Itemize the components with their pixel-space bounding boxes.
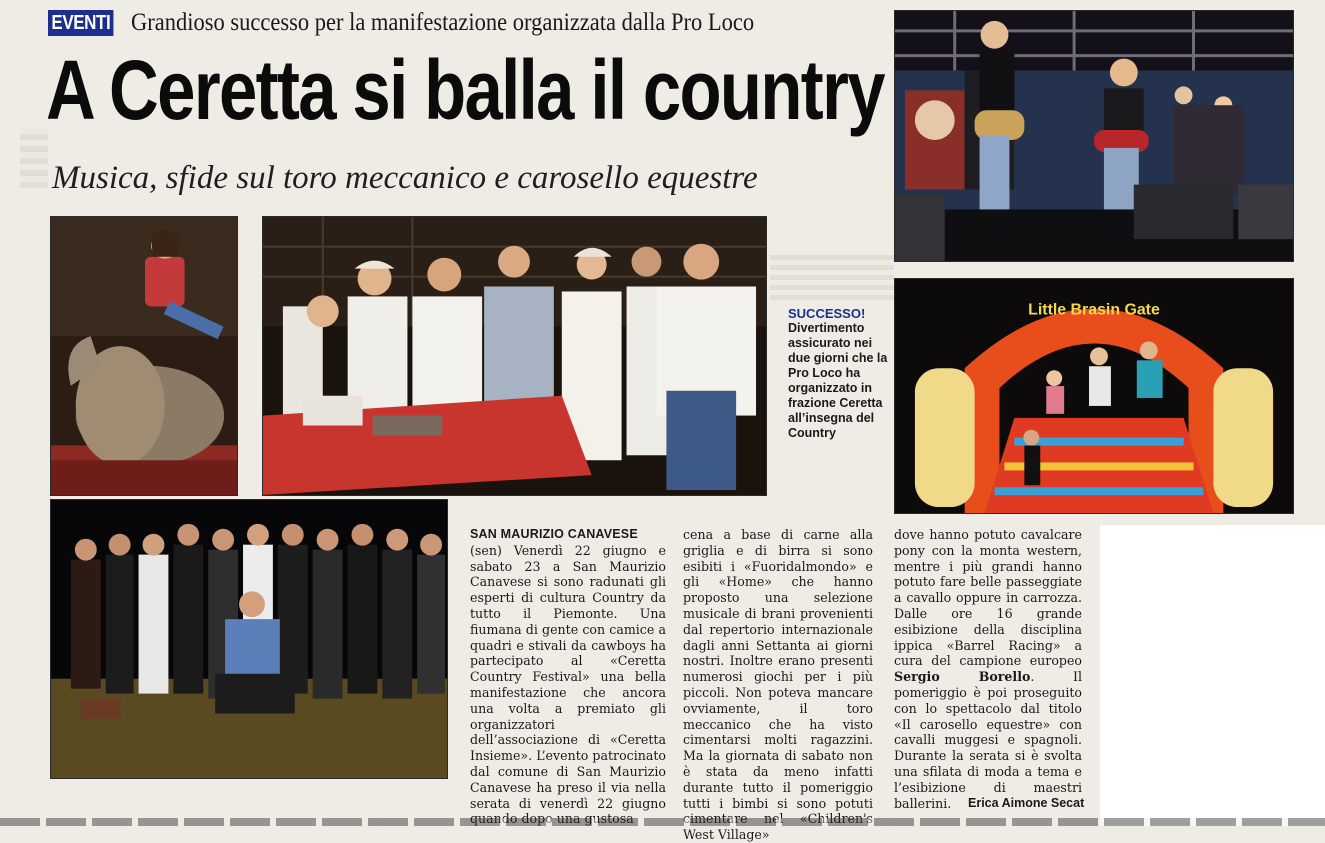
photo-bounce-house: [894, 278, 1294, 514]
photo-caption: [788, 306, 888, 441]
article-text-col2: cena a base di carne alla griglia e di birra si sono esibiti i «Fuoridalmondo» e gli «Home» che hanno proposto una selezione musicale di brani provenienti dal repertorio internazionale dagli anni Settanta ai giorni nostri. Inoltre erano presenti numerosi giochi per i più piccoli. Non poteva mancare ovviamente, il toro meccanico che ha visto cimentarsi molti ragazzini. Ma la giornata di sabato non è stata da meno infatti durante tutto il pomeriggio tutti i bimbi si sono potuti cimentare nel «Children's West Village»: [683, 527, 873, 843]
subhead: Musica, sfide sul toro meccanico e carosello equestre: [52, 160, 758, 196]
bleed-through-text: [20, 128, 48, 188]
photo-group-night: [50, 499, 448, 779]
kicker-row: [48, 8, 824, 38]
article-text-col3-b: . Il pomeriggio è poi proseguito con lo spettacolo dal titolo «Il carosello equestre» con cavalli muggesi e spagnoli. Durante la serata si è svolta una sfilata di moda a tema e l’esibizione di maestri ballerini.: [894, 669, 1083, 811]
section-tag: EVENTI: [48, 10, 114, 36]
caption-text: Divertimento assicurato nei due giorni che la Pro Loco ha organizzato in frazione Ceretta all’insegna del Country: [788, 321, 888, 440]
article-text-col1: (sen) Venerdì 22 giugno e sabato 23 a San Maurizio Canavese si sono radunati gli esperti di cultura Country da tutto il Piemonte. Una fiumana di gente con camice a quadri e stivali da cawboys ha partecipato al «Ceretta Country Festival» una bella manifestazione che ancora una volta a premiato gli organizzatori dell’associazione di «Ceretta Insieme». L’evento patrocinato dal comune di San Maurizio Canavese ha preso il via nella serata di venerdì 22 giugno quando dopo una gustosa: [470, 542, 666, 827]
photo-band-stage-image: [895, 11, 1293, 261]
article-column-2: [683, 527, 873, 843]
photo-mechanical-bull: [50, 216, 238, 496]
caption-title: SUCCESSO!: [788, 306, 866, 321]
photo-organizers-image: [263, 217, 766, 495]
bounce-house-text: Little Brasin Gate: [1028, 301, 1160, 319]
article-column-1: [470, 527, 666, 827]
bleed-through-text: [770, 255, 894, 300]
photo-mechanical-bull-image: [51, 217, 237, 495]
article-text-col3-a: dove hanno potuto cavalcare pony con la monta western, mentre i più grandi hanno potuto fare belle passeggiate a cavallo oppure in carrozza. Dalle ore 16 grande esibizione della disciplina ippica «Barrel Racing» a cura del campione europeo: [894, 527, 1082, 669]
kicker: Grandioso successo per la manifestazione organizzata dalla Pro Loco: [131, 9, 755, 36]
photo-bounce-house-image: [895, 279, 1293, 513]
author-byline: Erica Aimone Secat: [968, 796, 1085, 810]
photo-band-stage: [894, 10, 1294, 262]
photo-group-night-image: [51, 500, 447, 778]
headline: A Ceretta si balla il country: [46, 43, 884, 137]
bottom-strip: [0, 818, 1325, 826]
article-highlight-name: Sergio Borello: [894, 669, 1031, 685]
article-column-3: [894, 527, 1085, 811]
blank-area: [1100, 525, 1325, 826]
article-dateline: SAN MAURIZIO CANAVESE: [470, 527, 638, 541]
photo-organizers: [262, 216, 767, 496]
